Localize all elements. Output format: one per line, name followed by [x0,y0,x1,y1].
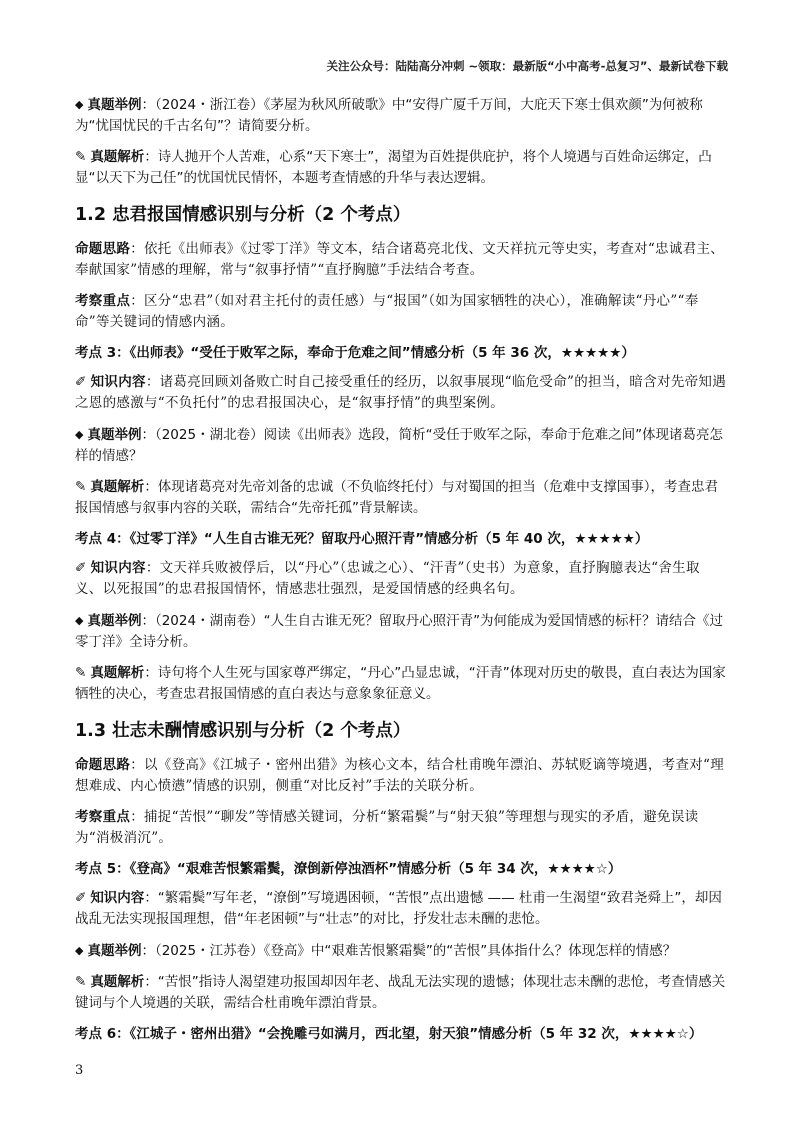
exam-point-heading: 考点 6：《江城子・密州出猎》“会挽雕弓如满月，西北望，射天狼”情感分析（5 年 32 次，★★★★☆） [75,1026,703,1042]
paragraph-text: ：体现诸葛亮对先帝刘备的忠诚（不负临终托付）与对蜀国的担当（危难中支撑国事），考查忠君报国情感与叙事内容的关联，需结合“先帝托孤”背景解读。 [75,479,719,516]
page-header: 关注公众号：陆陆高分冲刺 ~领取：最新版“小中高考-总复习”、最新试卷下载 [326,59,728,73]
paragraph-text: ：（2025・江苏卷）《登高》中“艰难苦恨繁霜鬓”的“苦恨”具体指什么？体现怎样的情感？ [141,943,677,959]
page-content [75,94,727,1053]
paragraph-text: ：捕捉“苦恨”“聊发”等情感关键词，分析“繁霜鬓”与“射天狼”等理想与现实的矛盾，避免误读为“消极消沉”。 [75,809,699,846]
diamond-bullet-icon: ◆ [75,944,84,957]
paragraph [75,755,727,797]
paragraph [75,147,727,189]
paragraph [75,663,727,705]
exam-point-heading: 考点 3：《出师表》“受任于败军之际，奉命于危难之间”情感分析（5 年 36 次，★★★★★） [75,345,635,361]
paragraph-label: 真题举例 [87,943,142,959]
paragraph-label: 知识内容 [90,560,146,576]
paragraph-label: 命题思路 [75,241,131,257]
paragraph-text: ：诗人抛开个人苦难，心系“天下寒士”，渴望为百姓提供庇护，将个人境遇与百姓命运绑定，凸显“以天下为己任”的忧国忧民情怀，本题考查情感的升华与表达逻辑。 [75,149,712,186]
paragraph-label: 真题举例 [87,97,142,113]
exam-point-heading: 考点 4：《过零丁洋》“人生自古谁无死？留取丹心照汗青”情感分析（5 年 40 次，★★★★★） [75,531,649,547]
paragraph-label: 考察重点 [75,293,131,309]
paragraph-label: 真题解析 [90,149,145,165]
paragraph [75,94,727,137]
paragraph [75,610,727,653]
paragraph [75,372,727,414]
paragraph-text: ：（2025・湖北卷）阅读《出师表》选段，简析“受任于败军之际，奉命于危难之间”体现诸葛亮怎样的情感？ [75,427,724,464]
paragraph [75,239,727,281]
paragraph-text: ：依托《出师表》《过零丁洋》等文本，结合诸葛亮北伐、文天祥抗元等史实，考查对“忠诚君主、奉献国家”情感的理解，常与“叙事抒情”“直抒胸臆”手法结合考查。 [75,241,725,278]
paragraph-label: 真题解析 [90,479,145,495]
paragraph [75,291,727,333]
paragraph-text: ：区分“忠君”（如对君主托付的责任感）与“报国”（如为国家牺牲的决心），准确解读“丹心”“奉命”等关键词的情感内涵。 [75,293,699,330]
pen-nib-icon: ✐ [75,890,87,906]
paragraph-label: 考察重点 [75,809,131,825]
paragraph-text: ：以《登高》《江城子・密州出猎》为核心文本，结合杜甫晚年漂泊、苏轼贬谪等境遇，考查对“理想难成、内心愤懑”情感的识别，侧重“对比反衬”手法的关联分析。 [75,757,725,794]
diamond-bullet-icon: ◆ [75,428,84,441]
paragraph [75,888,727,930]
pencil-icon: ✎ [75,149,87,165]
pencil-icon: ✎ [75,974,87,990]
paragraph-text: ：（2024・浙江卷）《茅屋为秋风所破歌》中“安得广厦千万间，大庇天下寒士俱欢颜”为何被称为“忧国忧民的千古名句”？请简要分析。 [75,97,703,134]
paragraph-label: 知识内容 [90,890,145,906]
paragraph-label: 真题解析 [90,974,145,990]
paragraph [75,424,727,467]
page-number: 3 [75,1063,84,1078]
diamond-bullet-icon: ◆ [75,98,84,111]
paragraph [75,972,727,1014]
paragraph-text: ：“苦恨”指诗人渴望建功报国却因年老、战乱无法实现的遗憾；体现壮志未酬的悲怆，考查情感关键词与个人境遇的关联，需结合杜甫晚年漂泊背景。 [75,974,726,1011]
paragraph [75,807,727,849]
paragraph [75,940,727,962]
paragraph-text: ：文天祥兵败被俘后，以“丹心”（忠诚之心）、“汗青”（史书）为意象，直抒胸臆表达“舍生取义、以死报国”的忠君报国情怀，情感悲壮强烈，是爱国情感的经典名句。 [75,560,700,597]
paragraph-label: 真题解析 [90,665,145,681]
pencil-icon: ✎ [75,479,87,495]
paragraph-text: ：诸葛亮回顾刘备败亡时自己接受重任的经历，以叙事展现“临危受命”的担当，暗含对先帝知遇之恩的感激与“不负托付”的忠君报国决心，是“叙事抒情”的典型案例。 [75,374,727,411]
diamond-bullet-icon: ◆ [75,614,84,627]
paragraph-text: ：（2024・湖南卷）“人生自古谁无死？留取丹心照汗青”为何能成为爱国情感的标杆？请结合《过零丁洋》全诗分析。 [75,613,724,650]
paragraph-label: 真题举例 [87,613,142,629]
exam-point-heading: 考点 5：《登高》“艰难苦恨繁霜鬓，潦倒新停浊酒杯”情感分析（5 年 34 次，★★★★☆） [75,861,622,877]
paragraph [75,477,727,519]
paragraph-text: ：“繁霜鬓”写年老，“潦倒”写境遇困顿，“苦恨”点出遗憾 —— 杜甫一生渴望“致君尧舜上”，却因战乱无法实现报国理想，借“年老困顿”与“壮志”的对比，抒发壮志未酬的悲怆。 [75,890,722,927]
section-heading: 1.3 壮志未酬情感识别与分析（2 个考点） [75,721,411,741]
paragraph-label: 真题举例 [87,427,142,443]
paragraph-label: 命题思路 [75,757,131,773]
paragraph-text: ：诗句将个人生死与国家尊严绑定，“丹心”凸显忠诚，“汗青”体现对历史的敬畏，直白表达为国家牺牲的决心，考查忠君报国情感的直白表达与意象象征意义。 [75,665,726,702]
pencil-icon: ✎ [75,665,87,681]
paragraph-label: 知识内容 [90,374,146,390]
section-heading: 1.2 忠君报国情感识别与分析（2 个考点） [75,205,411,225]
pen-nib-icon: ✐ [75,374,87,390]
paragraph [75,558,727,600]
pen-nib-icon: ✐ [75,560,87,576]
